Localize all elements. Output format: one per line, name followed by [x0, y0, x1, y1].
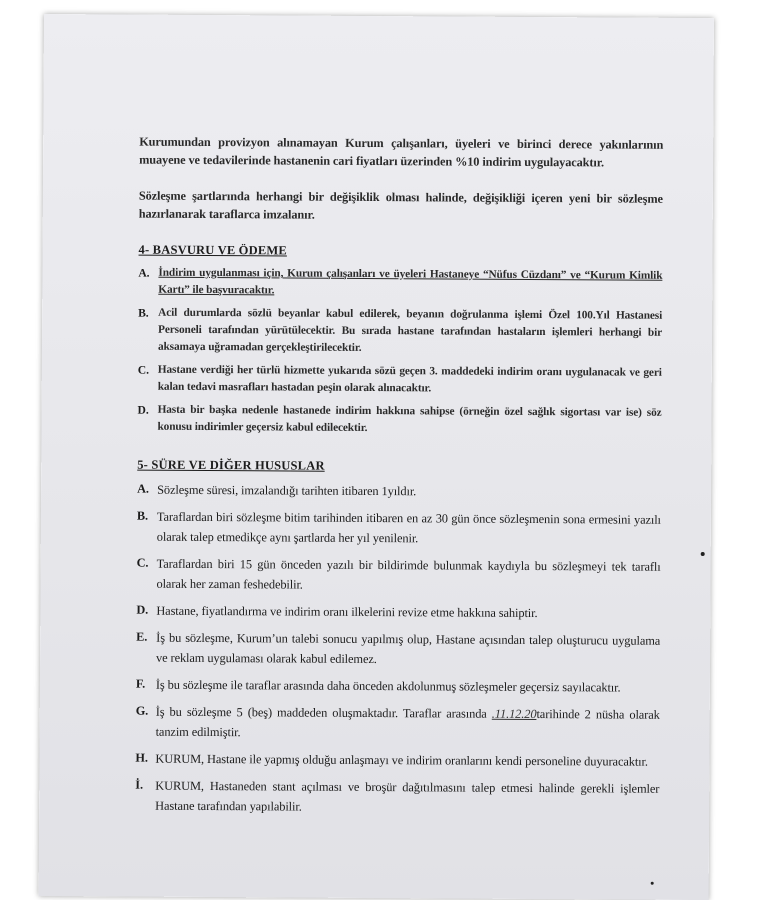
item-letter: C. [136, 555, 149, 570]
section-5-list [135, 480, 661, 819]
item-letter: E. [136, 629, 148, 644]
discount-paragraph: Kurumundan provizyon alınamayan Kurum çalışanları, üyeleri ve birinci derece yakınlarının muayene ve tedavilerinde hastanenin cari fiyatları üzerinden %10 indirim uygulayacaktır. [139, 134, 664, 170]
item-text-after: tarihinde 2 nüsha olarak tanzim edilmiştir. [155, 707, 660, 740]
list-item [136, 601, 660, 624]
item-letter: A. [138, 266, 150, 280]
item-text [156, 702, 660, 745]
section-4-list [137, 265, 662, 439]
item-letter: F. [135, 676, 146, 691]
handwritten-date: .11.12.20 [491, 706, 537, 722]
item-text-before: İş bu sözleşme 5 (beş) maddeden oluşmaktadır. Taraflar arasında [155, 704, 487, 721]
list-item [137, 402, 661, 439]
list-item [138, 362, 662, 399]
item-text: Acil durumlarda sözlü beyanlar kabul edilerek, beyanın doğrulanma işlemi Özel 100.Yıl Hastanesi Personeli tarafından yürütülecektir. Bu sırada hastane tarafından hastaların işlemleri herhangi bir aksamaya uğramadan gerçekleştirilecektir. [157, 306, 663, 354]
list-item [136, 554, 660, 597]
item-letter: H. [135, 750, 148, 765]
item-letter: İ. [135, 777, 144, 792]
item-text: Taraflardan biri sözleşme bitim tarihinden itibaren en az 30 gün önce sözleşmenin sona ermesini yazılı olarak talep etmedikçe aynı şartlarda her yıl yenilenir. [156, 509, 661, 546]
section-duration-other [135, 456, 661, 819]
list-item [135, 749, 659, 772]
item-text: KURUM, Hastaneden stant açılması ve broşür dağıtılmasını talep etmesi halinde gerekli işlemler Hastane tarafından yapılabilir. [155, 778, 660, 814]
list-item [136, 675, 660, 698]
list-item [137, 507, 661, 550]
item-letter: D. [136, 602, 149, 617]
item-letter: D. [137, 403, 149, 417]
item-text: İş bu sözleşme ile taraflar arasında daha önceden akdolunmuş sözleşmeler geçersiz sayılacaktır. [155, 677, 621, 695]
section-5-title: 5- SÜRE VE DİĞER HUSUSLAR [137, 457, 325, 473]
list-item [138, 265, 662, 302]
item-text: Taraflardan biri 15 gün önceden yazılı bir bildirimde bulunmak kaydıyla bu sözleşmeyi tek taraflı olarak her zaman feshedebilir. [156, 556, 661, 592]
amendment-paragraph: Sözleşme şartlarında herhangi bir değişiklik olması halinde, değişikliği içeren yeni bir sözleşme hazırlanarak taraflarca imzalanır. [138, 188, 663, 222]
scan-speck [651, 882, 654, 885]
item-letter: A. [137, 481, 149, 496]
item-text: Hastane, fiyatlandırma ve indirim oranı ilkelerini revize etme hakkına sahiptir. [156, 603, 538, 621]
list-item [135, 776, 659, 819]
section-application-payment [137, 241, 662, 439]
document-page [39, 14, 714, 900]
item-text: İş bu sözleşme, Kurum’un talebi sonucu yapılmış olup, Hastane açısından talep oluşturucu uygulama ve reklam uygulaması olarak kabul edilemez. [156, 630, 661, 667]
item-letter: B. [138, 306, 149, 320]
item-letter: G. [135, 703, 149, 718]
item-text: Hasta bir başka nedenle hastanede indirim hakkına sahipse (örneğin özel sağlık sigortası var ise) söz konusu indirimler geçersiz kabul edilecektir. [157, 403, 662, 434]
item-text: Sözleşme süresi, imzalandığı tarihten itibaren 1yıldır. [157, 482, 417, 499]
item-text: KURUM, Hastane ile yapmış olduğu anlaşmayı ve indirim oranlarını kendi personeline duyuracaktır. [155, 751, 648, 769]
scan-speck [701, 552, 705, 556]
list-item [136, 702, 660, 745]
item-letter: C. [137, 363, 149, 377]
list-item [138, 305, 662, 359]
document-content [135, 133, 663, 826]
list-item [137, 480, 661, 503]
item-letter: B. [136, 508, 149, 523]
item-text: İndirim uygulanması için, Kurum çalışanları ve üyeleri Hastaneye “Nüfus Cüzdanı” ve “Kurum Kimlik Kartı” ile başvuracaktır. [158, 266, 663, 297]
list-item [136, 628, 660, 671]
section-4-title: 4- BASVURU VE ÖDEME [138, 242, 287, 258]
item-text: Hastane verdiği her türlü hizmette yukarıda sözü geçen 3. maddedeki indirim oranı uygulanacak ve geri kalan tedavi masrafları hastadan peşin olarak alınacaktır. [157, 363, 662, 395]
